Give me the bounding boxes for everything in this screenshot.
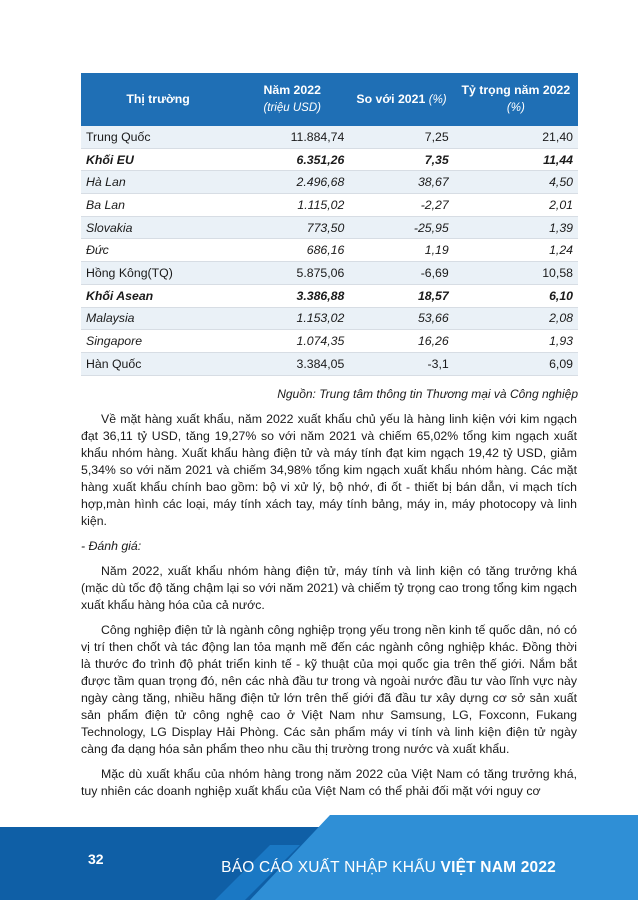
body-text [81,411,577,808]
footer-title-bold: VIỆT NAM 2022 [440,859,556,876]
table-source-note: Nguồn: Trung tâm thông tin Thương mại và Công nghiệp [277,387,578,401]
export-market-table-container [81,73,578,376]
export-market-table [81,73,578,376]
table-row: Hàn Quốc 3.384,05 -3,1 6,09 [81,352,578,375]
header-share-2022: Tỷ trọng năm 2022 (%) [454,73,578,126]
table-body [81,126,578,375]
table-row: Malaysia 1.153,02 53,66 2,08 [81,307,578,330]
header-compare-2021: So với 2021 (%) [349,73,453,126]
table-row: Ba Lan 1.115,02 -2,27 2,01 [81,194,578,217]
table-row: Slovakia 773,50 -25,95 1,39 [81,216,578,239]
header-market: Thị trường [81,73,235,126]
table-header-row [81,73,578,126]
table-row: Hà Lan 2.496,68 38,67 4,50 [81,171,578,194]
paragraph-evaluation: Năm 2022, xuất khẩu nhóm hàng điện tử, máy tính và linh kiện có tăng trưởng khá (mặc dù tốc độ tăng chậm lại so với năm 2021) và chiếm tỷ trọng cao trong tổng kim ngạch xuất khẩu hàng hóa của cả nước. [81,564,577,612]
paragraph-export-items: Về mặt hàng xuất khẩu, năm 2022 xuất khẩu chủ yếu là hàng linh kiện với kim ngạch đạt 36,11 tỷ USD, tăng 19,27% so với năm 2021 và chiếm 65,02% tổng kim ngạch xuất khẩu nhóm hàng. Xuất khẩu hàng điện tử và máy tính đạt kim ngạch 19,42 tỷ USD, giảm 5,34% so với năm 2021 và chiếm 34,98% tổng kim ngạch xuất khẩu nhóm hàng. Các mặt hàng xuất khẩu chính bao gồm: bộ vi xử lý, bộ nhớ, đi ốt - thiết bị bán dẫn, vi mạch tích hợp,màn hình các loại, máy tính xách tay, máy tính bảng, máy in, máy photocopy và linh kiện. [81,412,577,528]
paragraph-risks: Mặc dù xuất khẩu của nhóm hàng trong năm 2022 của Việt Nam có tăng trưởng khá, tuy nhiên các doanh nghiệp xuất khẩu của Việt Nam có thể phải đối mặt với nguy cơ [81,767,577,798]
header-year-2022: Năm 2022 (triệu USD) [235,73,349,126]
table-row: Singapore 1.074,35 16,26 1,93 [81,330,578,353]
table-row: Hồng Kông(TQ) 5.875,06 -6,69 10,58 [81,262,578,285]
evaluation-label: - Đánh giá: [81,539,142,553]
footer-title-prefix: BÁO CÁO XUẤT NHẬP KHẨU [221,859,441,876]
table-row: Đức 686,16 1,19 1,24 [81,239,578,262]
page-number: 32 [88,851,104,867]
table-row: Khối Asean 3.386,88 18,57 6,10 [81,284,578,307]
footer-report-title [221,859,556,877]
table-row: Khối EU 6.351,26 7,35 11,44 [81,148,578,171]
paragraph-electronics-industry: Công nghiệp điện tử là ngành công nghiệp trọng yếu trong nền kinh tế quốc dân, nó có vị trí then chốt và tác động lan tỏa mạnh mẽ đến các ngành công nghiệp khác. Đồng thời là thước đo trình độ phát triển kinh tế - kỹ thuật của mọi quốc gia trên thế giới. Nắm bắt được tầm quan trọng đó, nên các nhà đầu tư trong và ngoài nước đầu tư vào lĩnh vực này ngày càng tăng, nhiều hãng điện tử lớn trên thế giới đã đầu tư xây dựng cơ sở sản xuất sản phẩm điện tử công nghệ cao ở Việt Nam như Samsung, LG, Foxconn, Fukang Technology, LG Display Hải Phòng. Các sản phẩm máy vi tính và linh kiện điện tử ngày càng đa dạng hóa sản phẩm theo nhu cầu thị trường trong nước và xuất khẩu. [81,623,577,756]
table-row: Trung Quốc 11.884,74 7,25 21,40 [81,126,578,148]
